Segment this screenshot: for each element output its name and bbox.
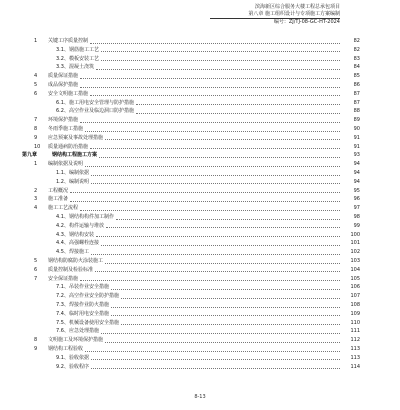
- toc-entry-title: 施工工艺流程: [48, 205, 79, 212]
- toc-page-number: 88: [353, 108, 360, 115]
- toc-entry-title: 冬雨季施工措施: [48, 126, 84, 132]
- toc-leader-dots: [105, 341, 340, 343]
- toc-page-number: 111: [350, 328, 360, 335]
- toc-entry-title: 4.5、焊接施工: [56, 249, 89, 256]
- toc-row[interactable]: [28, 249, 360, 256]
- toc-number: 8: [34, 126, 38, 132]
- toc-page-number: 83: [353, 55, 360, 62]
- toc-row[interactable]: [28, 205, 360, 212]
- toc-row[interactable]: [28, 328, 360, 335]
- toc-page-number: 104: [350, 266, 360, 273]
- toc-row[interactable]: [28, 293, 360, 300]
- toc-entry-title: 文明施工及环境保护措施: [48, 337, 104, 344]
- toc-entry-title: 1.2、编制说明: [56, 178, 89, 185]
- toc-row[interactable]: [28, 161, 360, 168]
- toc-row[interactable]: [28, 355, 360, 362]
- toc-number: 1: [34, 161, 38, 168]
- toc-row[interactable]: [28, 126, 360, 133]
- toc-entry-title: 1.1、编制依据: [56, 170, 89, 176]
- toc-row[interactable]: [28, 56, 360, 63]
- toc-leader-dots: [91, 174, 340, 176]
- toc-row[interactable]: [28, 64, 360, 71]
- toc-entry-title: 钢结构工程施工方案: [52, 152, 98, 159]
- toc-page-number: 87: [353, 99, 360, 106]
- toc-page-number: 93: [353, 152, 360, 159]
- toc-entry-title: 环境保护措施: [48, 117, 79, 124]
- toc-row[interactable]: [28, 320, 360, 327]
- toc-number: 4: [34, 73, 38, 80]
- toc-page-number: 90: [353, 126, 360, 132]
- toc-number: 5: [34, 258, 38, 264]
- toc-entry-title: 9.1、验收依据: [56, 354, 89, 361]
- toc-number: 6: [34, 90, 38, 97]
- toc-entry-title: 质量通病防治措施: [48, 143, 89, 150]
- toc-entry-title: 7.2、高空作业安全防护措施: [56, 293, 119, 300]
- toc-row[interactable]: [28, 232, 360, 239]
- toc-leader-dots: [106, 226, 340, 228]
- toc-page-number: 107: [350, 293, 360, 300]
- toc-number: 9: [34, 134, 38, 141]
- header-line-1: 滨海新区综合服务大楼工程总承包项目: [254, 4, 340, 10]
- toc-page-number: 98: [353, 214, 360, 220]
- toc-entry-title: 应急预案及事故处理措施: [48, 134, 104, 141]
- toc-page-number: 101: [350, 240, 360, 247]
- toc-entry-title: 成品保护措施: [48, 82, 79, 88]
- toc-row[interactable]: [28, 108, 360, 115]
- toc-row[interactable]: [28, 267, 360, 274]
- toc-number: 1: [34, 38, 38, 44]
- toc-page-number: 109: [350, 310, 360, 317]
- toc-row[interactable]: [28, 82, 360, 89]
- toc-entry-title: 编制依据及说明: [48, 161, 84, 168]
- toc-entry-title: 质量保证措施: [48, 73, 79, 80]
- toc-leader-dots: [111, 306, 340, 308]
- toc-leader-dots: [101, 332, 340, 334]
- toc-leader-dots: [96, 235, 340, 237]
- toc-page-number: 112: [350, 337, 360, 344]
- toc-leader-dots: [121, 297, 340, 299]
- toc-row[interactable]: [28, 144, 360, 151]
- toc-leader-dots: [101, 244, 340, 246]
- toc-row[interactable]: [28, 276, 360, 283]
- toc-leader-dots: [101, 59, 340, 61]
- toc-entry-title: 6.2、高空作业及临边洞口防护措施: [56, 108, 134, 115]
- toc-page-number: 91: [353, 143, 360, 150]
- toc-row[interactable]: [28, 100, 360, 107]
- toc-page-number: 94: [353, 178, 360, 185]
- toc-entry-title: 关键工序质量控制: [48, 38, 89, 44]
- toc-page-number: 114: [350, 363, 360, 370]
- toc-entry-title: 4.3、钢结构安装: [56, 231, 94, 238]
- toc-row[interactable]: [28, 47, 360, 54]
- toc-leader-dots: [85, 130, 340, 132]
- toc-number: 4: [34, 205, 38, 212]
- toc-leader-dots: [105, 262, 340, 264]
- toc-row[interactable]: [28, 135, 360, 142]
- toc-leader-dots: [111, 314, 340, 316]
- toc-page-number: 91: [353, 134, 360, 141]
- toc-entry-title: 3.3、混凝土浇筑: [56, 64, 94, 71]
- toc-leader-dots: [80, 121, 340, 123]
- toc-leader-dots: [95, 270, 340, 272]
- toc-leader-dots: [80, 86, 340, 88]
- toc-leader-dots: [90, 94, 340, 96]
- toc-row[interactable]: [28, 170, 360, 177]
- toc-number: 3: [34, 196, 38, 203]
- toc-row[interactable]: [28, 91, 360, 98]
- toc-page-number: 95: [353, 187, 360, 194]
- toc-row[interactable]: [28, 311, 360, 318]
- toc-row[interactable]: [28, 73, 360, 80]
- toc-page-number: 100: [350, 231, 360, 238]
- toc-leader-dots: [91, 367, 340, 369]
- toc-number: 5: [34, 82, 38, 88]
- toc-page-number: 96: [353, 196, 360, 203]
- toc-entry-title: 6.1、施工用电安全管理与防护措施: [56, 99, 134, 106]
- toc-row[interactable]: [28, 214, 360, 221]
- toc-number: 6: [34, 266, 38, 273]
- toc-entry-title: 钢结构防腐防火涂装施工: [48, 258, 104, 264]
- toc-row[interactable]: [28, 337, 360, 344]
- toc-row[interactable]: [28, 364, 360, 371]
- toc-page-number: 102: [350, 249, 360, 256]
- toc-row[interactable]: [28, 258, 360, 265]
- toc-page-number: 87: [353, 90, 360, 97]
- toc-leader-dots: [85, 165, 340, 167]
- toc-leader-dots: [136, 103, 340, 105]
- toc-entry-title: 4.4、高强螺栓连接: [56, 240, 99, 247]
- toc-page-number: 84: [353, 64, 360, 71]
- toc-entry-title: 9.2、验收程序: [56, 363, 89, 370]
- toc-row[interactable]: [28, 223, 360, 230]
- toc-page-number: 113: [350, 346, 360, 352]
- toc-leader-dots: [85, 350, 340, 352]
- toc-number: 2: [34, 187, 38, 194]
- toc-leader-dots: [101, 50, 340, 52]
- toc-row[interactable]: [28, 38, 360, 45]
- toc-entry-title: 安全保证措施: [48, 275, 79, 282]
- toc-number: 7: [34, 117, 38, 124]
- toc-entry-title: 质量控制及检验标准: [48, 266, 94, 273]
- toc-page-number: 82: [353, 38, 360, 44]
- toc-entry-title: 施工准备: [48, 196, 69, 203]
- toc-page-number: 108: [350, 302, 360, 308]
- toc-row[interactable]: [28, 196, 360, 203]
- toc-row[interactable]: [28, 179, 360, 186]
- toc-leader-dots: [121, 323, 340, 325]
- toc-leader-dots: [91, 358, 340, 360]
- toc-page-number: 99: [353, 222, 360, 229]
- page-number: 8-13: [194, 394, 206, 400]
- toc-leader-dots: [136, 112, 340, 114]
- toc-entry-title: 钢结构工程验收: [48, 346, 84, 352]
- toc-page-number: 97: [353, 205, 360, 212]
- header-line-2: 第八章 施工组织设计与专项施工方案编制: [248, 11, 340, 17]
- toc-leader-dots: [99, 156, 340, 158]
- toc-page-number: 110: [350, 319, 360, 326]
- toc-row[interactable]: [28, 240, 360, 247]
- toc-chapter-row[interactable]: [22, 152, 360, 159]
- toc-number: 8: [34, 337, 38, 344]
- toc-page-number: 94: [353, 161, 360, 168]
- toc-leader-dots: [111, 288, 340, 290]
- toc-page-number: 85: [353, 73, 360, 80]
- toc-entry-title: 安全文明施工措施: [48, 90, 89, 97]
- toc-row[interactable]: [28, 346, 360, 353]
- toc-page-number: 113: [350, 354, 360, 361]
- toc-entry-title: 7.4、临时用电安全措施: [56, 310, 109, 317]
- toc-number: 第九章: [22, 152, 38, 159]
- toc-row[interactable]: [28, 188, 360, 195]
- toc-page-number: 86: [353, 82, 360, 88]
- toc-row[interactable]: [28, 284, 360, 291]
- toc-number: 10: [34, 143, 41, 150]
- toc-leader-dots: [80, 77, 340, 79]
- toc-entry-title: 3.2、模板安装工艺: [56, 55, 99, 62]
- toc-leader-dots: [70, 191, 340, 193]
- toc-page-number: 89: [353, 117, 360, 124]
- toc-number: 7: [34, 275, 38, 282]
- toc-entry-title: 4.2、构件运输与堆放: [56, 222, 104, 229]
- toc-leader-dots: [70, 200, 340, 202]
- toc-number: 9: [34, 346, 38, 352]
- toc-page-number: 103: [350, 258, 360, 264]
- toc-row[interactable]: [28, 302, 360, 309]
- page-header: [210, 4, 340, 26]
- toc-page-number: 94: [353, 170, 360, 176]
- toc-entry-title: 4.1、钢结构构件加工制作: [56, 214, 114, 220]
- header-line-3: 编号：ZJ/TJ-08-GC-HT-2024: [273, 19, 340, 25]
- toc-leader-dots: [80, 209, 340, 211]
- toc-page-number: 82: [353, 46, 360, 53]
- toc-page-number: 106: [350, 284, 360, 291]
- toc-entry-title: 7.3、焊接作业防火措施: [56, 302, 109, 308]
- toc-entry-title: 7.6、应急处理措施: [56, 328, 99, 335]
- toc-row[interactable]: [28, 117, 360, 124]
- toc-page-number: 105: [350, 275, 360, 282]
- toc-entry-title: 7.1、吊装作业安全措施: [56, 284, 109, 291]
- toc-entry-title: 工程概况: [48, 187, 69, 194]
- toc-entry-title: 7.5、机械设备使用安全措施: [56, 319, 119, 326]
- toc-leader-dots: [90, 147, 340, 149]
- toc-entry-title: 3.1、钢筋施工工艺: [56, 46, 99, 53]
- toc-leader-dots: [116, 218, 340, 220]
- toc-leader-dots: [91, 253, 340, 255]
- toc-leader-dots: [91, 182, 340, 184]
- toc-leader-dots: [105, 138, 340, 140]
- toc-leader-dots: [90, 42, 340, 44]
- toc-leader-dots: [96, 68, 340, 70]
- toc-leader-dots: [80, 279, 340, 281]
